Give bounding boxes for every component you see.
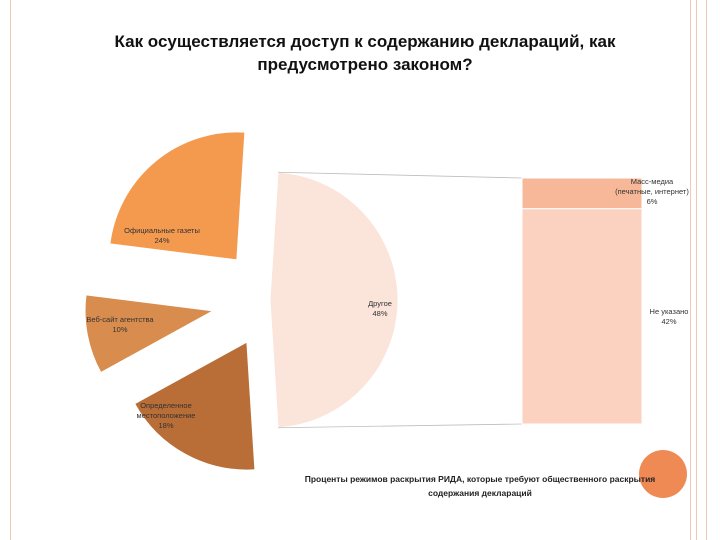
connector-line-bottom — [278, 424, 522, 428]
chart-title-line-1: Как осуществляется доступ к содержанию деклараций, как — [114, 32, 616, 51]
label-agency-website-line-2: 10% — [112, 325, 128, 334]
slice-agency-website — [85, 295, 213, 373]
label-official-gazettes-line-2: 24% — [154, 236, 170, 245]
label-agency-website-line-1: Веб-сайт агентства — [86, 315, 154, 324]
slice-official-gazettes — [110, 132, 245, 260]
label-official-gazettes-line-1: Официальные газеты — [124, 226, 200, 235]
label-specific-location-line-2: местоположение — [136, 411, 196, 420]
connector-line-top — [278, 172, 522, 178]
label-mass-media-line-2: (печатные, интернет) — [615, 187, 689, 196]
label-not-specified-line-2: 42% — [661, 317, 677, 326]
chart-caption-line-2: содержания деклараций — [428, 488, 532, 498]
label-mass-media-line-1: Масс-медиа — [630, 177, 674, 186]
bar-segment-not-specified — [522, 209, 642, 424]
label-other-line-1: Другое — [368, 299, 392, 308]
label-not-specified — [650, 307, 689, 326]
pie-chart — [85, 132, 398, 470]
chart-title-line-2: предусмотрено законом? — [257, 55, 473, 74]
chart-caption-line-1: Проценты режимов раскрытия РИДА, которые требуют общественного раскрытия — [304, 474, 656, 484]
label-specific-location-line-3: 18% — [158, 421, 174, 430]
chart-caption — [270, 472, 690, 500]
label-mass-media-line-3: 6% — [646, 197, 658, 206]
stacked-bar-chart — [522, 178, 642, 424]
label-not-specified-line-1: Не указано — [649, 307, 689, 316]
label-specific-location-line-1: Определенное — [140, 401, 192, 410]
label-other-line-2: 48% — [372, 309, 388, 318]
